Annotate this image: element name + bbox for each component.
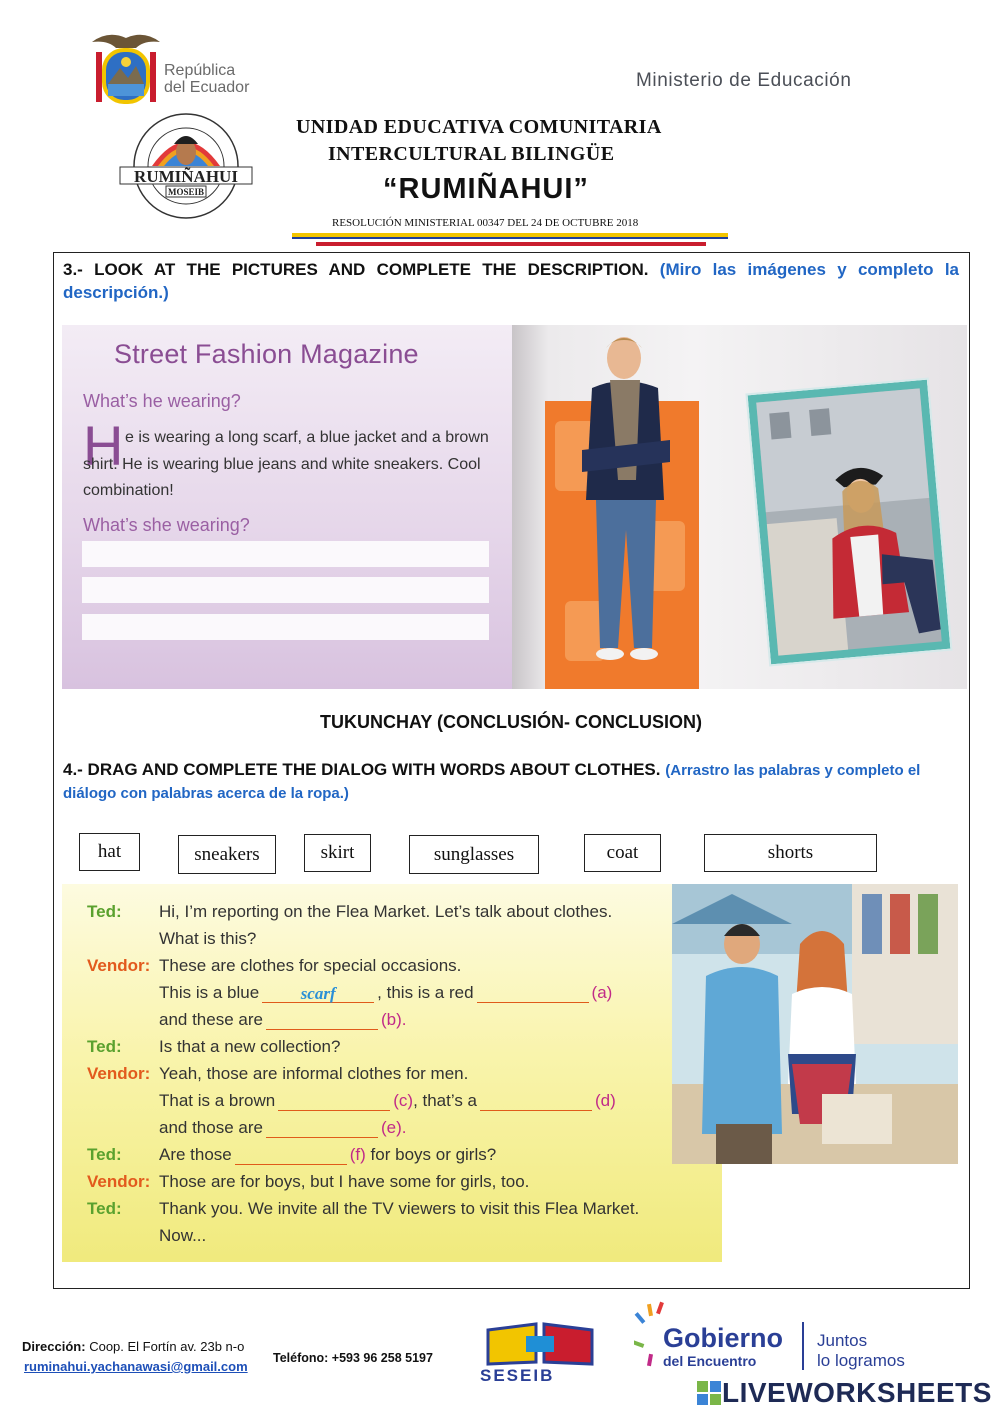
juntos-line1: Juntos: [817, 1331, 868, 1350]
blank-a[interactable]: [477, 984, 589, 1003]
utterance: Now...: [159, 1226, 207, 1245]
dialog-panel: [62, 884, 722, 1262]
gobierno-divider: [802, 1322, 804, 1370]
speaker-ted: Ted:: [87, 1145, 122, 1164]
magazine-description: e is wearing a long scarf, a blue jacket and a brown shirt. He is wearing blue jeans and white sneakers. Cool combination!: [83, 429, 489, 499]
utterance: What is this?: [159, 929, 257, 948]
blank-c[interactable]: [278, 1092, 390, 1111]
flag-stripe-red: [316, 242, 706, 246]
utterance: Yeah, those are informal clothes for men.: [159, 1064, 469, 1083]
word-hat[interactable]: hat: [79, 833, 140, 871]
address-value: Coop. El Fortín av. 23b n-o: [89, 1339, 245, 1354]
question-4: 4.- DRAG AND COMPLETE THE DIALOG WITH WORDS ABOUT CLOTHES. (Arrastro las palabras y completo el diálogo con palabras acerca de la ropa.): [63, 760, 921, 802]
magazine-image: [62, 325, 967, 689]
label-f: (f): [349, 1145, 366, 1164]
magazine-dropcap: H: [83, 414, 124, 477]
footer-address: [22, 1339, 244, 1354]
seal-name: RUMIÑAHUI: [134, 167, 238, 186]
word-sneakers[interactable]: sneakers: [178, 835, 276, 874]
footer-email-link[interactable]: ruminahui.yachanawasi@gmail.com: [24, 1359, 248, 1374]
utterance: [159, 1010, 406, 1030]
utterance: [159, 1118, 406, 1138]
utterance: Those are for boys, but I have some for girls, too.: [159, 1172, 530, 1191]
answer-line-3[interactable]: [82, 614, 489, 640]
q4-translation: (Arrastro las palabras y completo el diálogo con palabras acerca de la ropa.): [63, 762, 921, 802]
utterance: [159, 1145, 496, 1165]
liveworksheets-logo-icon: [697, 1381, 721, 1405]
woman-photo: [748, 380, 951, 665]
label-a: (a): [591, 983, 613, 1002]
speaker-ted: Ted:: [87, 902, 122, 921]
ecuador-coat-of-arms-icon: [88, 28, 164, 114]
man-figure: [552, 330, 702, 670]
label-d: (d): [595, 1091, 616, 1110]
utterance: [159, 1091, 616, 1111]
magazine-question-he: What’s he wearing?: [83, 391, 241, 411]
ministry-label: Ministerio de Educación: [636, 70, 852, 91]
speaker-ted: Ted:: [87, 1199, 122, 1218]
utterance-part: for boys or girls?: [370, 1145, 497, 1164]
speaker-vendor: Vendor:: [87, 1064, 151, 1083]
resolution-text: RESOLUCIÓN MINISTERIAL 00347 DEL 24 DE OCTUBRE 2018: [332, 217, 639, 229]
utterance: Is that a new collection?: [159, 1037, 341, 1056]
seseib-label: SESEIB: [480, 1366, 555, 1385]
utterance-part: and those are: [159, 1118, 263, 1137]
word-shorts[interactable]: shorts: [704, 834, 877, 872]
utterance-part: That is a brown: [159, 1091, 276, 1110]
q3-title: 3.- LOOK AT THE PICTURES AND COMPLETE THE DESCRIPTION.: [63, 260, 649, 279]
republic-label: [164, 62, 249, 96]
republic-line2: del Ecuador: [164, 79, 250, 96]
flea-market-illustration: [672, 884, 958, 1164]
word-skirt[interactable]: skirt: [304, 834, 371, 872]
utterance: [159, 983, 612, 1003]
example-answer: scarf: [300, 984, 336, 1003]
answer-line-2[interactable]: [82, 577, 489, 603]
utterance: These are clothes for special occasions.: [159, 956, 462, 975]
utterance-part: , this is a red: [377, 983, 474, 1002]
magazine-title: Street Fashion Magazine: [114, 339, 419, 369]
utterance: Thank you. We invite all the TV viewers to visit this Flea Market.: [159, 1199, 640, 1218]
label-b: (b).: [380, 1010, 407, 1029]
gobierno-subtitle: del Encuentro: [663, 1353, 757, 1369]
magazine-question-she: What’s she wearing?: [83, 515, 250, 535]
label-e: (e).: [380, 1118, 407, 1137]
speaker-vendor: Vendor:: [87, 1172, 151, 1191]
flag-stripe-blue: [292, 237, 728, 239]
utterance-part: and these are: [159, 1010, 263, 1029]
seal-subtext: MOSEIB: [167, 187, 204, 197]
juntos-slogan: [817, 1331, 905, 1371]
word-coat[interactable]: coat: [584, 834, 661, 872]
blank-b[interactable]: [266, 1011, 378, 1030]
blank-f[interactable]: [235, 1146, 347, 1165]
blank-e[interactable]: [266, 1119, 378, 1138]
utterance-part: , that’s a: [413, 1091, 478, 1110]
blank-example: [262, 984, 374, 1003]
seseib-logo-icon: [486, 1320, 594, 1366]
gobierno-title: Gobierno: [663, 1323, 783, 1353]
utterance-part: Are those: [159, 1145, 232, 1164]
speaker-ted: Ted:: [87, 1037, 122, 1056]
word-sunglasses[interactable]: sunglasses: [409, 835, 539, 874]
address-label: Dirección:: [22, 1339, 86, 1354]
juntos-line2: lo logramos: [817, 1351, 905, 1370]
liveworksheets-label: LIVEWORKSHEETS: [722, 1377, 992, 1408]
footer-phone: Teléfono: +593 96 258 5197: [273, 1351, 433, 1365]
republic-line1: República: [164, 62, 236, 79]
q3-translation: (Miro las imágenes y completo la descripción.): [63, 260, 959, 302]
school-line2: INTERCULTURAL BILINGÜE: [328, 143, 615, 165]
answer-line-1[interactable]: [82, 541, 489, 567]
school-name: “RUMIÑAHUI”: [383, 173, 589, 205]
utterance-part: This is a blue: [159, 983, 260, 1002]
speaker-vendor: Vendor:: [87, 956, 151, 975]
conclusion-heading: TUKUNCHAY (CONCLUSIÓN- CONCLUSION): [320, 712, 702, 732]
blank-d[interactable]: [480, 1092, 592, 1111]
utterance: Hi, I’m reporting on the Flea Market. Let’s talk about clothes.: [159, 902, 613, 921]
label-c: (c): [393, 1091, 414, 1110]
school-line1: UNIDAD EDUCATIVA COMUNITARIA: [296, 116, 662, 138]
question-3: [63, 258, 959, 304]
q4-title: 4.- DRAG AND COMPLETE THE DIALOG WITH WORDS ABOUT CLOTHES: [63, 760, 656, 779]
